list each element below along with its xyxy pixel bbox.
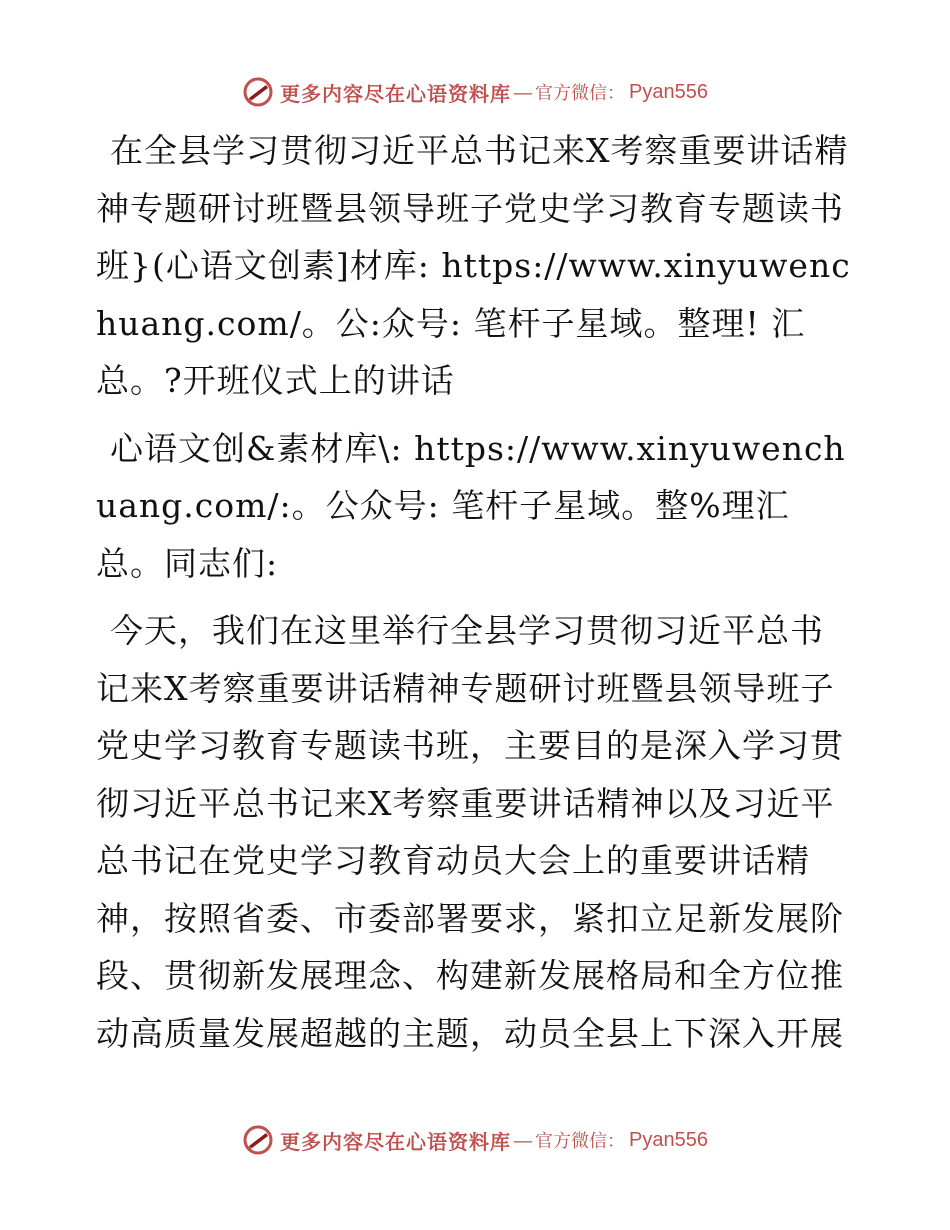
paragraph-title: 在全县学习贯彻习近平总书记来X考察重要讲话精神专题研讨班暨县领导班子党史学习教育专题读书班}(心语文创素]材库: https://www.xinyuwenchuang.com/。公:众号: 笔杆子星域。整理! 汇总。?开班仪式上的讲话 (96, 131, 851, 400)
paragraph-greeting: 心语文创&素材库\: https://www.xinyuwenchuang.com/:。公众号: 笔杆子星域。整%理汇总。同志们: (96, 428, 846, 583)
banner-colon: ： (607, 83, 626, 104)
banner-wechat-id: Pyan556 (629, 80, 708, 103)
footer-banner (0, 1120, 950, 1160)
document-body (96, 122, 856, 1072)
banner-separator: — (513, 80, 534, 104)
banner-colon: ： (607, 1131, 626, 1152)
banner-wechat-label: 官方微信 (535, 1131, 608, 1152)
banner-brand-text: 更多内容尽在心语资料库 (280, 81, 512, 106)
header-banner (0, 72, 950, 112)
banner-wechat-id: Pyan556 (629, 1128, 708, 1151)
banner-separator: — (513, 1128, 534, 1152)
banner-wechat-label: 官方微信 (535, 83, 608, 104)
brand-logo-icon (242, 1124, 274, 1156)
paragraph-main: 今天，我们在这里举行全县学习贯彻习近平总书记来X考察重要讲话精神专题研讨班暨县领导班子党史学习教育专题读书班，主要目的是深入学习贯彻习近平总书记来X考察重要讲话精神以及习近平总书记在党史学习教育动员大会上的重要讲话精神，按照省委、市委部署要求，紧扣立足新发展阶段、贯彻新发展理念、构建新发展格局和全方位推动高质量发展超越的主题，动员全县上下深入开展 (96, 611, 844, 1053)
banner-brand-text: 更多内容尽在心语资料库 (280, 1129, 512, 1154)
brand-logo-icon (242, 76, 274, 108)
